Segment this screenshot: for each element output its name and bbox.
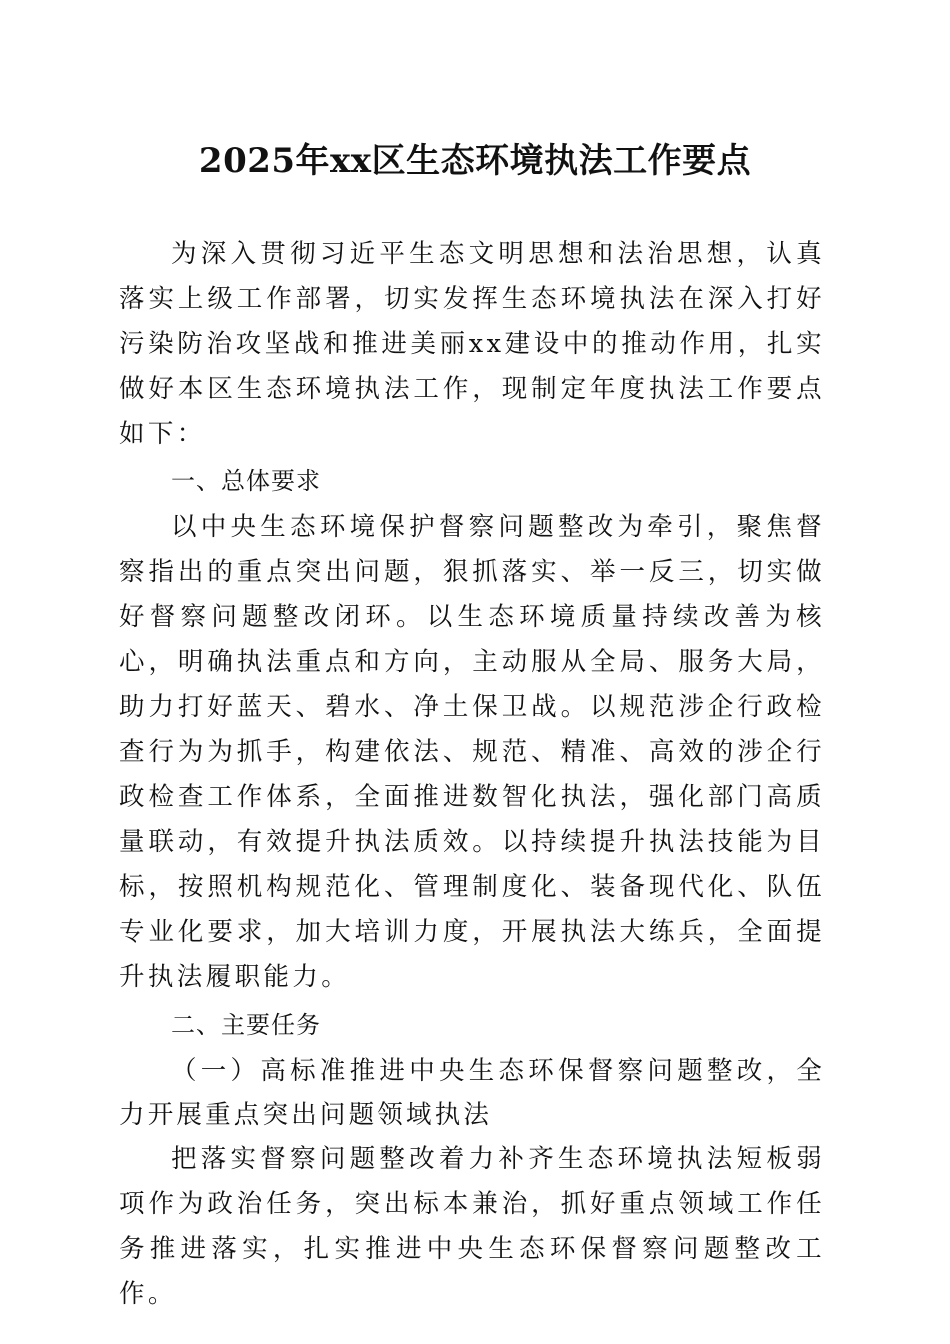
section-heading-main-tasks: 二、主要任务 <box>171 1011 321 1039</box>
document-body <box>119 232 825 1317</box>
intro-paragraph: 为深入贯彻习近平生态文明思想和法治思想，认真落实上级工作部署，切实发挥生态环境执法在深入打好污染防治攻坚战和推进美丽xx建设中的推动作用，扎实做好本区生态环境执法工作，现制定年度执法工作要点如下： <box>119 239 825 449</box>
section-heading-general-requirements: 一、总体要求 <box>171 467 321 495</box>
general-requirements-paragraph: 以中央生态环境保护督察问题整改为牵引，聚焦督察指出的重点突出问题，狠抓落实、举一反三，切实做好督察问题整改闭环。以生态环境质量持续改善为核心，明确执法重点和方向，主动服从全局、服务大局，助力打好蓝天、碧水、净土保卫战。以规范涉企行政检查行为为抓手，构建依法、规范、精准、高效的涉企行政检查工作体系，全面推进数智化执法，强化部门高质量联动，有效提升执法质效。以持续提升执法技能为目标，按照机构规范化、管理制度化、装备现代化、队伍专业化要求，加大培训力度，开展执法大练兵，全面提升执法履职能力。 <box>119 512 825 992</box>
document-title: 2025年xx区生态环境执法工作要点 <box>198 141 752 181</box>
main-tasks-paragraph: 把落实督察问题整改着力补齐生态环境执法短板弱项作为政治任务，突出标本兼治，抓好重点领域工作任务推进落实，扎实推进中央生态环保督察问题整改工作。 <box>119 1144 825 1309</box>
subsection-heading-1: （一）高标准推进中央生态环保督察问题整改，全力开展重点突出问题领域执法 <box>119 1056 825 1130</box>
